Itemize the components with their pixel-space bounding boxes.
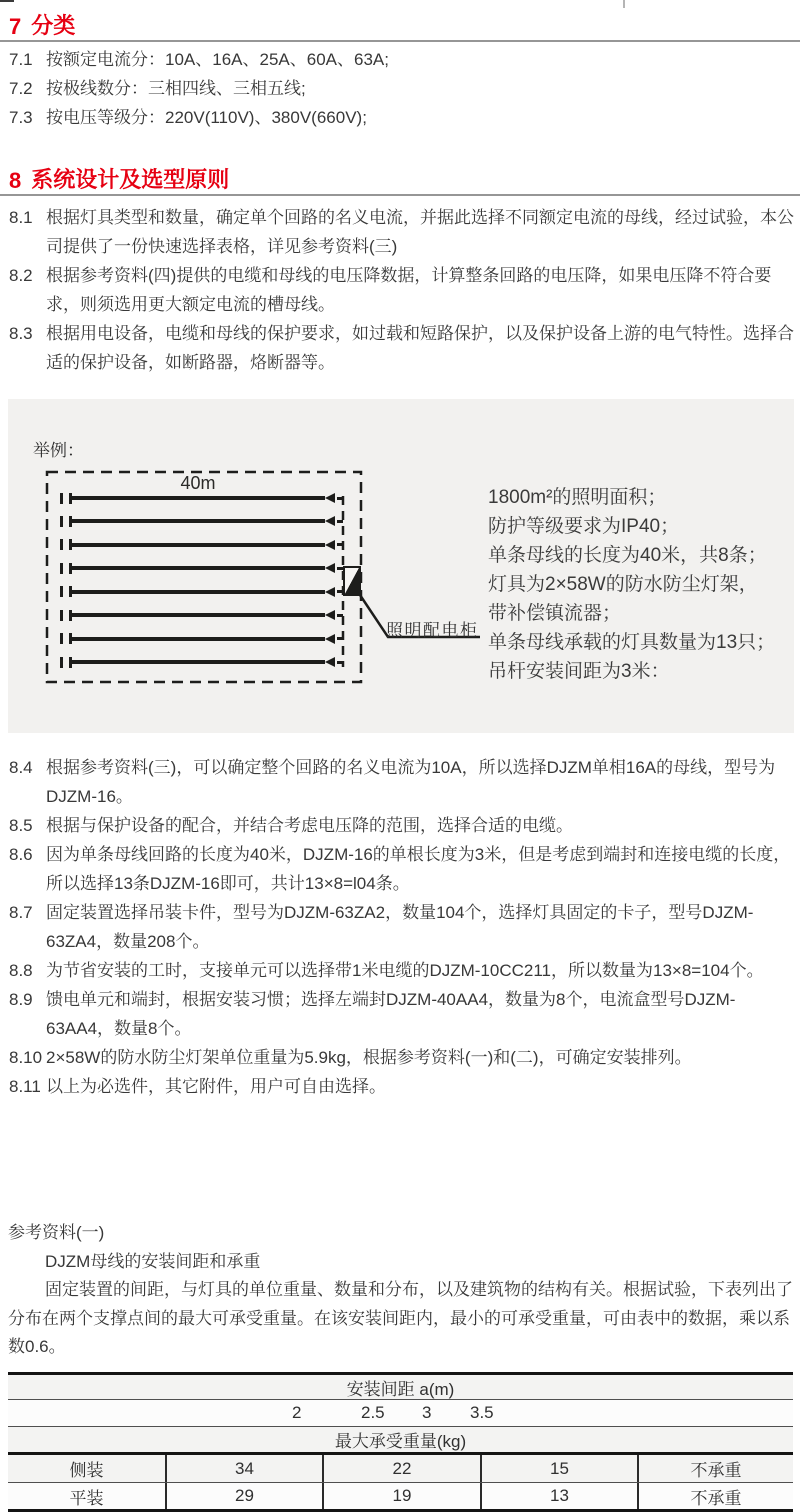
spacing-value: 3 <box>422 1403 432 1422</box>
value-cell: 不承重 <box>637 1455 793 1482</box>
busbar-line <box>60 632 343 646</box>
busbar-line <box>60 608 343 622</box>
busbar-terminal-icon <box>60 539 72 550</box>
busbar-line <box>60 655 343 669</box>
item-text: 根据灯具类型和数量，确定单个回路的名义电流，并据此选择不同额定电流的母线，经过试验，本公司提供了一份快速选择表格，详见参考资料(三) <box>46 208 794 256</box>
item-text: 根据参考资料(三)，可以确定整个回路的名义电流为10A，所以选择DJZM单相16A的母线，型号为DJZM-16。 <box>46 758 776 806</box>
item-text: 以上为必选件，其它附件，用户可自由选择。 <box>46 1077 386 1096</box>
busbar-terminal-icon <box>60 516 72 527</box>
item-text: 按额定电流分：10A、16A、25A、60A、63A; <box>46 50 389 69</box>
item-text: 根据与保护设备的配合，并结合考虑电压降的范围，选择合适的电缆。 <box>46 816 573 835</box>
item-text: 固定装置选择吊装卡件，型号为DJZM-63ZA2，数量104个，选择灯具固定的卡子，型号DJZM-63ZA4，数量208个。 <box>46 903 754 951</box>
section-number: 8 <box>9 168 22 193</box>
busbar-run <box>72 543 325 547</box>
cabinet-label: 照明配电柜 <box>386 621 479 640</box>
list-item <box>0 956 800 985</box>
table-weight-header: 最大承受重量(kg) <box>334 1432 467 1451</box>
section-7-items <box>0 45 800 132</box>
busbar-terminal-icon <box>60 610 72 621</box>
spacing-value: 3.5 <box>470 1403 494 1422</box>
busbar-connector-dash <box>337 497 343 500</box>
item-text: 根据参考资料(四)提供的电缆和母线的电压降数据，计算整条回路的电压降，如果电压降不符合要求，则须选用更大额定电流的槽母线。 <box>46 266 772 314</box>
busbar-terminal-icon <box>60 586 72 597</box>
table-row <box>8 1455 793 1483</box>
busbar-line <box>60 585 343 599</box>
reference-paragraph: 固定装置的间距，与灯具的单位重量、数量和分布，以及建筑物的结构有关。根据试验，下表列出了分布在两个支撑点间的最大可承受重量。在该安装间距内，最小的可承受重量，可由表中的数据，乘以系数0.6。 <box>8 1280 793 1356</box>
busbar-connector-dash <box>337 637 343 640</box>
example-label: 举例： <box>33 441 84 460</box>
value-cell: 22 <box>322 1455 480 1482</box>
section-title: 系统设计及选型原则 <box>31 167 230 192</box>
item-text: 2×58W的防水防尘灯架单位重量为5.9kg，根据参考资料(一)和(二)，可确定安装排列。 <box>46 1048 692 1067</box>
spacing-table <box>8 1372 793 1512</box>
busbar-arrow-icon <box>325 493 335 503</box>
section-8-items-top <box>0 203 800 377</box>
item-number: 8.2 <box>9 266 33 285</box>
reference-subtitle: DJZM母线的安装间距和承重 <box>45 1251 261 1271</box>
value-cell: 29 <box>165 1483 322 1509</box>
list-item <box>0 753 800 811</box>
busbar-run <box>72 566 325 570</box>
value-cell: 不承重 <box>637 1483 793 1509</box>
list-item <box>0 898 800 956</box>
row-label-cell: 侧装 <box>69 1461 104 1480</box>
busbar-connector-dash <box>337 661 343 664</box>
note-line: 1800m²的照明面积； <box>488 487 667 508</box>
list-item <box>0 1043 800 1072</box>
item-text: 因为单条母线回路的长度为40米，DJZM-16的单根长度为3米，但是考虑到端封和连接电缆的长度，所以选择13条DJZM-16即可，共计13×8=l04条。 <box>46 845 791 893</box>
item-number: 7.3 <box>9 108 33 127</box>
busbar-terminal-icon <box>60 633 72 644</box>
value-cell: 19 <box>322 1483 480 1509</box>
table-span-values-row <box>8 1400 793 1427</box>
distribution-cabinet-icon <box>343 566 361 596</box>
reference-title: 参考资料(一) <box>8 1223 105 1242</box>
item-text: 馈电单元和端封，根据安装习惯；选择左端封DJZM-40AA4，数量为8个，电流盒型号DJZM-63AA4，数量8个。 <box>46 990 736 1038</box>
note-line: 灯具为2×58W的防水防尘灯架， <box>488 574 758 595</box>
busbar-arrow-icon <box>325 563 335 573</box>
busbar-run <box>72 519 325 523</box>
value-cell: 15 <box>480 1455 637 1482</box>
item-number: 8.9 <box>9 990 33 1009</box>
section-8-heading <box>0 162 800 196</box>
list-item <box>0 985 800 1043</box>
example-panel <box>8 399 794 733</box>
item-text: 根据用电设备，电缆和母线的保护要求，如过载和短路保护，以及保护设备上游的电气特性。选择合适的保护设备，如断路器，烙断器等。 <box>46 324 794 372</box>
busbar-line <box>60 538 343 552</box>
list-item <box>0 840 800 898</box>
note-line: 带补偿镇流器； <box>488 603 622 624</box>
list-item <box>0 1072 800 1101</box>
item-text: 按极线数分：三相四线、三相五线; <box>46 79 306 98</box>
item-number: 7.1 <box>9 50 33 69</box>
busbar-run <box>72 637 325 641</box>
item-number: 8.5 <box>9 816 33 835</box>
note-line: 单条母线承载的灯具数量为13只； <box>488 632 776 653</box>
section-title: 分类 <box>31 13 76 38</box>
busbar-run <box>72 660 325 664</box>
item-number: 8.3 <box>9 324 33 343</box>
table-span-header-row <box>8 1375 793 1400</box>
busbar-terminal-icon <box>60 657 72 668</box>
list-item <box>0 203 800 261</box>
value-cell: 34 <box>165 1455 322 1482</box>
busbar-arrow-icon <box>325 634 335 644</box>
row-label-cell: 平装 <box>69 1488 104 1508</box>
section-number: 7 <box>9 14 22 39</box>
list-item <box>0 811 800 840</box>
item-number: 8.6 <box>9 845 33 864</box>
busbar-connector-dash <box>337 614 343 617</box>
example-notes <box>488 483 775 686</box>
list-item <box>0 319 800 377</box>
busbar-arrow-icon <box>325 516 335 526</box>
scan-artifact <box>623 0 625 8</box>
section-7-heading <box>0 9 800 42</box>
item-number: 8.1 <box>9 208 33 227</box>
busbar-run <box>72 613 325 617</box>
item-number: 8.7 <box>9 903 33 922</box>
item-number: 8.8 <box>9 961 33 980</box>
section-8-items-bottom <box>0 753 800 1101</box>
busbar-arrow-icon <box>325 657 335 667</box>
busbar-arrow-icon <box>325 610 335 620</box>
busbar-terminal-icon <box>60 563 72 574</box>
spacing-value: 2 <box>292 1403 302 1422</box>
value-cell: 13 <box>480 1483 637 1509</box>
item-text: 为节省安装的工时，支接单元可以选择带1米电缆的DJZM-10CC211，所以数量为13×8=104个。 <box>46 961 764 980</box>
busbar-terminal-icon <box>60 493 72 504</box>
busbar-arrow-icon <box>325 587 335 597</box>
list-item <box>0 261 800 319</box>
length-label: 40m <box>180 473 216 493</box>
item-number: 8.11 <box>9 1077 41 1096</box>
list-item <box>0 103 800 132</box>
table-weight-header-row <box>8 1427 793 1455</box>
item-text: 按电压等级分：220V(110V)、380V(660V); <box>46 108 367 127</box>
table-row <box>8 1483 793 1512</box>
item-number: 8.4 <box>9 758 33 777</box>
busbar-line <box>60 491 343 505</box>
busbar-run <box>72 496 325 500</box>
note-line: 单条母线的长度为40米，共8条； <box>488 545 767 566</box>
busbar-connector-dash <box>337 543 343 546</box>
reference-section <box>8 1219 795 1362</box>
table-span-header: 安装间距 a(m) <box>346 1379 455 1399</box>
item-number: 8.10 <box>9 1048 43 1067</box>
busbar-run <box>72 590 325 594</box>
note-line: 吊杆安装间距为3米： <box>488 661 670 682</box>
list-item <box>0 45 800 74</box>
item-number: 7.2 <box>9 79 33 98</box>
note-line: 防护等级要求为IP40； <box>488 516 680 537</box>
busbar-line <box>60 561 343 575</box>
busbar-line <box>60 514 343 528</box>
busbar-connector-dash <box>337 520 343 523</box>
table-body <box>8 1455 793 1512</box>
scan-artifact <box>0 0 14 2</box>
spacing-value: 2.5 <box>361 1403 385 1422</box>
busbar-arrow-icon <box>325 540 335 550</box>
list-item <box>0 74 800 103</box>
